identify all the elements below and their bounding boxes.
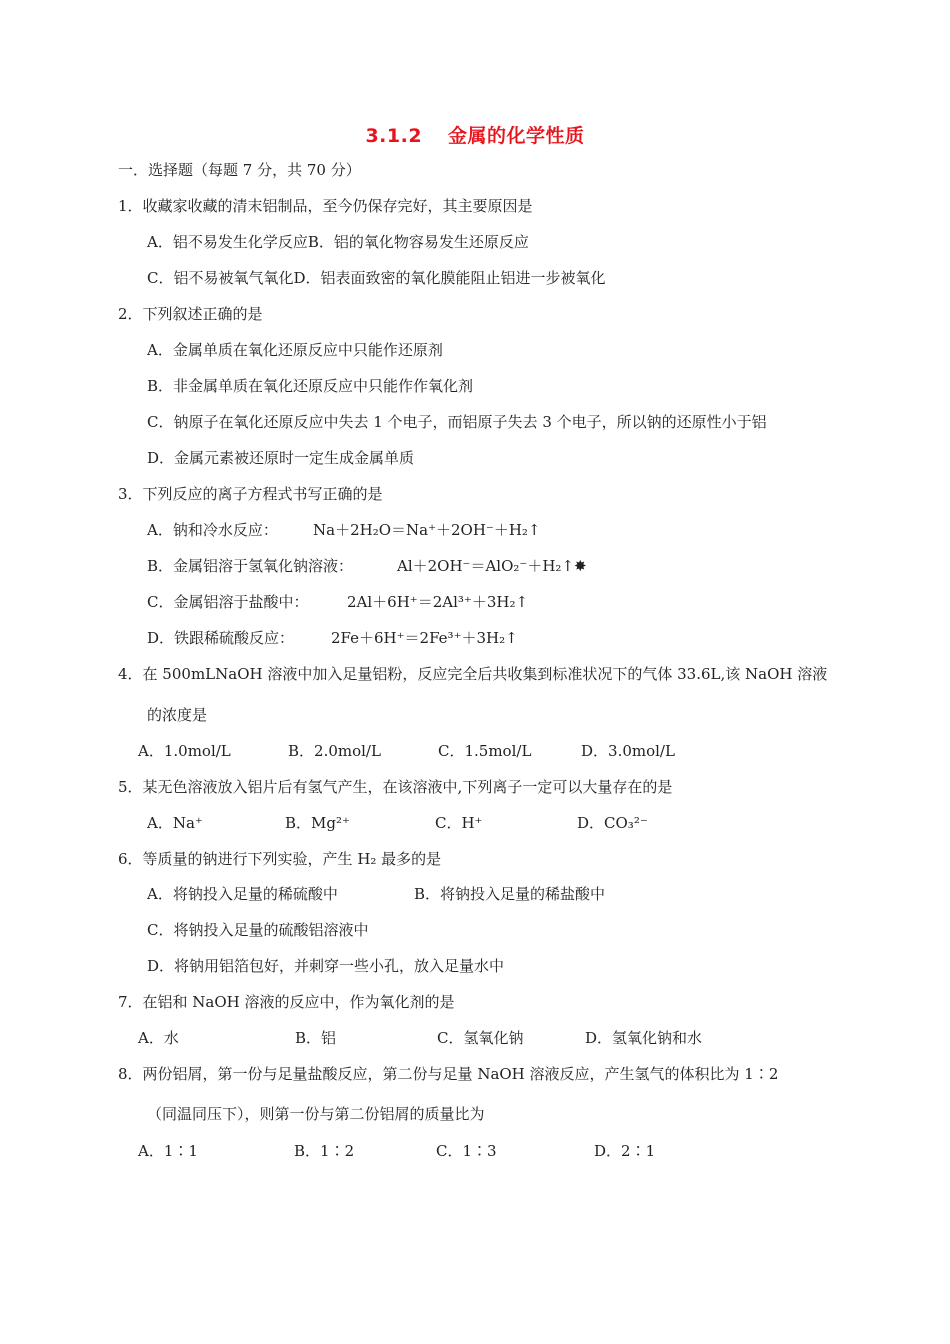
option-c: C．氢氧化钠 <box>437 1029 524 1047</box>
option-a: A．1∶1 <box>138 1142 198 1160</box>
question-6-option-c: C．将钠投入足量的硫酸铝溶液中 <box>147 921 369 939</box>
option-equation: Al＋2OH⁻＝AlO₂⁻＋H₂↑✸ <box>397 557 587 575</box>
option-label: A．钠和冷水反应： <box>147 521 278 539</box>
question-7-stem: 7．在铝和 NaOH 溶液的反应中，作为氧化剂的是 <box>118 993 455 1011</box>
question-5-stem: 5．某无色溶液放入铝片后有氢气产生，在该溶液中,下列离子一定可以大量存在的是 <box>118 778 673 796</box>
option-equation: 2Al＋6H⁺＝2Al³⁺＋3H₂↑ <box>347 593 529 611</box>
option-a: A．Na⁺ <box>147 814 203 832</box>
option-d: D．CO₃²⁻ <box>577 814 648 832</box>
question-2-option-a: A．金属单质在氧化还原反应中只能作还原剂 <box>147 341 443 359</box>
question-2-option-c: C．钠原子在氧化还原反应中失去 1 个电子，而铝原子失去 3 个电子，所以钠的还原性小于铝 <box>147 413 767 431</box>
question-6-option-d: D．将钠用铝箔包好，并刺穿一些小孔，放入足量水中 <box>147 957 505 975</box>
page-title <box>0 121 950 148</box>
question-8-stem-cont: （同温同压下），则第一份与第二份铝屑的质量比为 <box>147 1105 485 1123</box>
title-text: 金属的化学性质 <box>448 125 585 147</box>
question-2-option-b: B．非金属单质在氧化还原反应中只能作作氧化剂 <box>147 377 474 395</box>
option-b: B．1∶2 <box>294 1142 355 1160</box>
option-a: A．将钠投入足量的稀硫酸中 <box>147 885 338 903</box>
option-label: C．金属铝溶于盐酸中： <box>147 593 309 611</box>
question-4-stem: 4．在 500mLNaOH 溶液中加入足量铝粉，反应完全后共收集到标准状况下的气体 33.6L,该 NaOH 溶液 <box>118 665 828 683</box>
question-2-stem: 2．下列叙述正确的是 <box>118 305 263 323</box>
title-number: 3.1.2 <box>365 125 423 147</box>
question-1-options-ab: A．铝不易发生化学反应B．铝的氧化物容易发生还原反应 <box>147 233 529 251</box>
question-8-stem: 8．两份铝屑，第一份与足量盐酸反应，第二份与足量 NaOH 溶液反应，产生氢气的体积比为 1∶2 <box>118 1065 779 1083</box>
option-equation: 2Fe＋6H⁺＝2Fe³⁺＋3H₂↑ <box>331 629 518 647</box>
option-c: C．1.5mol/L <box>438 742 532 760</box>
question-2-option-d: D．金属元素被还原时一定生成金属单质 <box>147 449 415 467</box>
question-3-stem: 3．下列反应的离子方程式书写正确的是 <box>118 485 383 503</box>
option-a: A．水 <box>138 1029 179 1047</box>
option-equation: Na＋2H₂O＝Na⁺＋2OH⁻＋H₂↑ <box>313 521 541 539</box>
question-1-options-cd: C．铝不易被氧气氧化D．铝表面致密的氧化膜能阻止铝进一步被氧化 <box>147 269 606 287</box>
option-c: C．H⁺ <box>435 814 483 832</box>
option-label: D．铁跟稀硫酸反应： <box>147 629 295 647</box>
option-b: B．铝 <box>295 1029 337 1047</box>
question-4-stem-cont: 的浓度是 <box>147 706 208 724</box>
question-1-stem: 1．收藏家收藏的清末铝制品，至今仍保存完好，其主要原因是 <box>118 197 533 215</box>
option-d: D．氢氧化钠和水 <box>585 1029 703 1047</box>
question-6-stem: 6．等质量的钠进行下列实验，产生 H₂ 最多的是 <box>118 850 442 868</box>
option-b: B．2.0mol/L <box>288 742 381 760</box>
option-b: B．Mg²⁺ <box>285 814 350 832</box>
option-d: D．2∶1 <box>594 1142 656 1160</box>
option-c: C．1∶3 <box>436 1142 497 1160</box>
option-label: B．金属铝溶于氢氧化钠溶液： <box>147 557 354 575</box>
section-heading: 一．选择题（每题 7 分，共 70 分） <box>118 161 361 179</box>
option-d: D．3.0mol/L <box>581 742 675 760</box>
option-b: B．将钠投入足量的稀盐酸中 <box>414 885 606 903</box>
option-a: A．1.0mol/L <box>138 742 231 760</box>
